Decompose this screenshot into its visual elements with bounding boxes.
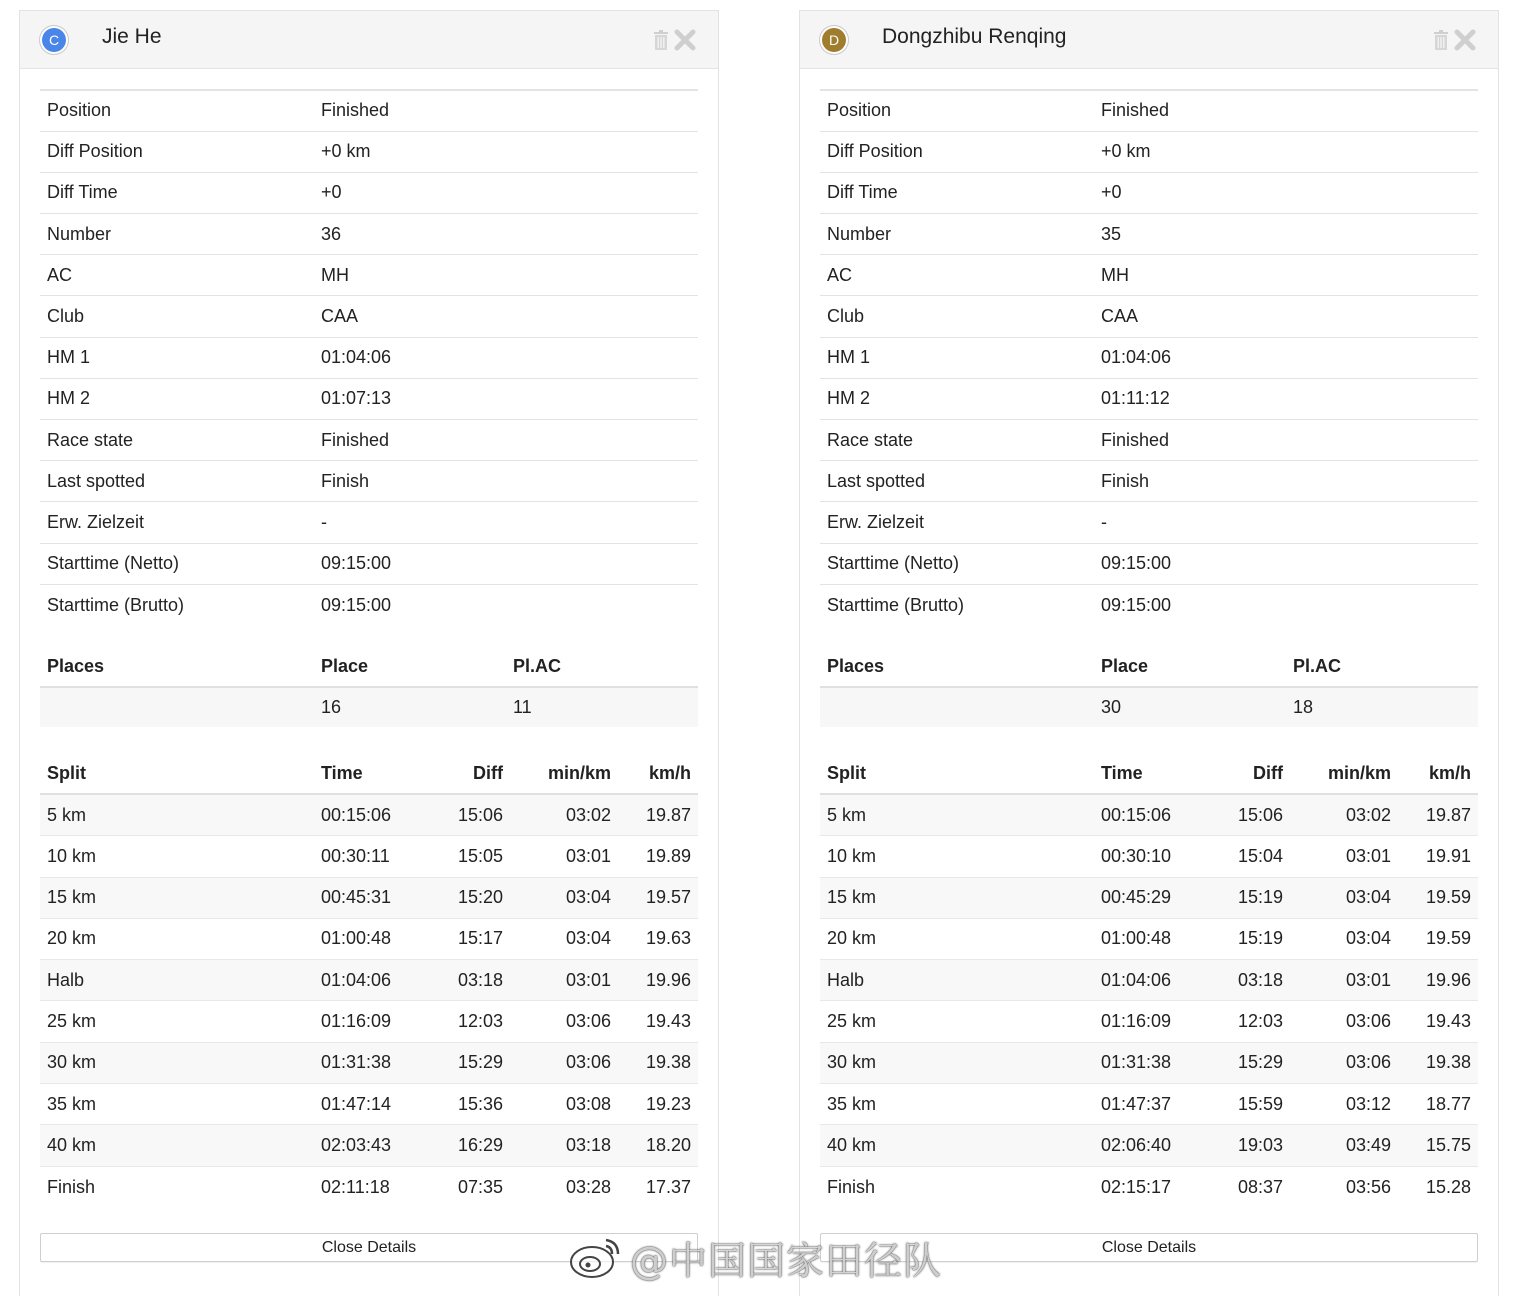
places-header: Place — [1094, 647, 1286, 687]
split-cell: 03:49 — [1290, 1125, 1398, 1166]
split-cell: 10 km — [40, 836, 314, 877]
runner-name: Dongzhibu Renqing — [882, 25, 1067, 48]
split-cell: 15:29 — [1201, 1042, 1290, 1083]
split-cell: 19.38 — [1398, 1042, 1478, 1083]
split-cell: 15:59 — [1201, 1084, 1290, 1125]
info-value: 09:15:00 — [314, 543, 698, 584]
info-row — [820, 214, 1478, 255]
info-label: Starttime (Brutto) — [827, 594, 965, 615]
header-actions — [1433, 29, 1476, 51]
splits-header: km/h — [1398, 754, 1478, 794]
split-row — [40, 918, 698, 959]
split-cell: 02:06:40 — [1094, 1125, 1201, 1166]
header-actions — [653, 29, 696, 51]
info-label: Diff Position — [820, 131, 1094, 172]
places-cell — [40, 687, 314, 727]
places-header: Place — [314, 647, 506, 687]
info-row — [820, 378, 1478, 419]
split-cell: 00:30:11 — [314, 836, 421, 877]
info-label: Race state — [820, 420, 1094, 461]
split-cell: 03:04 — [1290, 918, 1398, 959]
split-cell: 15:36 — [421, 1084, 510, 1125]
split-cell: 19.23 — [618, 1084, 698, 1125]
watermark-text: @中国国家田径队 — [630, 1238, 943, 1283]
info-label: Starttime (Netto) — [820, 543, 1094, 584]
split-cell: 03:02 — [510, 794, 618, 835]
split-cell: 08:37 — [1237, 1176, 1283, 1197]
info-value: +0 km — [314, 131, 698, 172]
splits-table — [40, 754, 698, 1207]
split-cell: 03:18 — [421, 960, 510, 1001]
info-table — [40, 89, 698, 625]
split-cell: 40 km — [40, 1125, 314, 1166]
split-cell: 19.91 — [1398, 836, 1478, 877]
info-label: Starttime (Netto) — [40, 543, 314, 584]
split-cell: 01:47:14 — [314, 1084, 421, 1125]
split-cell: 03:02 — [1290, 794, 1398, 835]
places-row — [820, 687, 1478, 727]
split-cell: 01:16:09 — [1094, 1001, 1201, 1042]
split-cell: 03:04 — [510, 877, 618, 918]
info-row — [40, 214, 698, 255]
split-cell: 15:06 — [421, 794, 510, 835]
avatar: C — [42, 28, 66, 52]
places-cell: 16 — [314, 687, 506, 727]
places-table — [820, 647, 1478, 727]
split-row — [40, 1125, 698, 1166]
info-label: Starttime (Brutto) — [47, 594, 185, 615]
split-cell: 15:20 — [421, 877, 510, 918]
split-cell: 40 km — [820, 1125, 1094, 1166]
info-row — [820, 296, 1478, 337]
split-cell: 00:30:10 — [1094, 836, 1201, 877]
split-row — [820, 1084, 1478, 1125]
info-label: HM 1 — [820, 337, 1094, 378]
split-cell: 03:01 — [1290, 836, 1398, 877]
split-row — [820, 1042, 1478, 1083]
split-row — [40, 1166, 698, 1207]
places-cell: 30 — [1094, 687, 1286, 727]
info-value: +0 — [314, 172, 698, 213]
split-cell: 01:00:48 — [314, 918, 421, 959]
info-value: Finish — [314, 461, 698, 502]
watermark — [568, 1232, 942, 1282]
places-header: Pl.AC — [1286, 647, 1478, 687]
splits-header: km/h — [618, 754, 698, 794]
split-cell: 15.28 — [1425, 1176, 1471, 1197]
split-cell: 19.57 — [618, 877, 698, 918]
split-cell: 01:31:38 — [1094, 1042, 1201, 1083]
info-value: MH — [1094, 255, 1478, 296]
info-label: Erw. Zielzeit — [820, 502, 1094, 543]
trash-icon[interactable] — [1433, 30, 1449, 50]
split-cell: 03:01 — [1290, 960, 1398, 1001]
info-row — [40, 502, 698, 543]
splits-header: Diff — [421, 754, 510, 794]
split-cell: 5 km — [820, 794, 1094, 835]
split-cell: 15.75 — [1398, 1125, 1478, 1166]
places-table — [40, 647, 698, 727]
split-cell: 03:06 — [510, 1042, 618, 1083]
split-cell: 15 km — [40, 877, 314, 918]
split-row — [40, 1042, 698, 1083]
split-cell: 20 km — [820, 918, 1094, 959]
info-table — [820, 89, 1478, 625]
split-cell: 12:03 — [421, 1001, 510, 1042]
split-row — [40, 836, 698, 877]
split-cell: 03:04 — [1290, 877, 1398, 918]
split-row — [820, 960, 1478, 1001]
info-label: HM 2 — [40, 378, 314, 419]
split-cell: 01:47:37 — [1094, 1084, 1201, 1125]
split-cell: 00:15:06 — [314, 794, 421, 835]
split-cell: 03:18 — [510, 1125, 618, 1166]
info-value: 01:07:13 — [314, 378, 698, 419]
avatar: D — [822, 28, 846, 52]
places-cell: 11 — [506, 687, 698, 727]
split-cell: 01:04:06 — [1094, 960, 1201, 1001]
split-cell: 00:45:29 — [1094, 877, 1201, 918]
runner-name: Jie He — [102, 25, 162, 48]
info-row — [40, 461, 698, 502]
info-value: - — [314, 502, 698, 543]
split-cell: 25 km — [820, 1001, 1094, 1042]
info-row — [40, 255, 698, 296]
split-cell: 15:19 — [1201, 918, 1290, 959]
info-label: Club — [820, 296, 1094, 337]
info-value: 09:15:00 — [1101, 594, 1172, 615]
split-cell: 19.43 — [1398, 1001, 1478, 1042]
split-cell: 30 km — [820, 1042, 1094, 1083]
info-row — [820, 255, 1478, 296]
info-label: Erw. Zielzeit — [40, 502, 314, 543]
splits-table — [820, 754, 1478, 1207]
info-value: 36 — [314, 214, 698, 255]
split-cell: 35 km — [820, 1084, 1094, 1125]
info-label: Last spotted — [820, 461, 1094, 502]
splits-header: Time — [314, 754, 421, 794]
split-cell: Halb — [820, 960, 1094, 1001]
split-cell: 01:04:06 — [314, 960, 421, 1001]
split-row — [820, 1166, 1478, 1207]
panel-body — [800, 69, 1498, 1262]
split-cell: 19.87 — [618, 794, 698, 835]
split-cell: 00:15:06 — [1094, 794, 1201, 835]
split-cell: 01:00:48 — [1094, 918, 1201, 959]
trash-icon[interactable] — [653, 30, 669, 50]
split-cell: 15:05 — [421, 836, 510, 877]
info-row — [40, 378, 698, 419]
split-row — [820, 877, 1478, 918]
split-cell: 5 km — [40, 794, 314, 835]
places-header: Places — [820, 647, 1094, 687]
info-value: CAA — [314, 296, 698, 337]
split-cell: 03:01 — [510, 960, 618, 1001]
split-cell: 03:08 — [510, 1084, 618, 1125]
close-x-icon[interactable] — [674, 29, 696, 51]
split-cell: 07:35 — [457, 1176, 503, 1197]
split-cell: 15:29 — [421, 1042, 510, 1083]
info-label: HM 1 — [40, 337, 314, 378]
splits-header: Time — [1094, 754, 1201, 794]
runner-details-panel — [19, 10, 719, 1296]
split-cell: 19.96 — [1398, 960, 1478, 1001]
split-cell: 03:06 — [510, 1001, 618, 1042]
split-cell: 10 km — [820, 836, 1094, 877]
info-value: Finished — [314, 420, 698, 461]
info-value: - — [1094, 502, 1478, 543]
split-cell: 03:04 — [510, 918, 618, 959]
split-cell: 19.87 — [1398, 794, 1478, 835]
split-cell: 02:11:18 — [321, 1176, 390, 1197]
runner-details-panel — [799, 10, 1499, 1296]
info-value: 01:04:06 — [314, 337, 698, 378]
split-cell: Halb — [40, 960, 314, 1001]
split-cell: 01:16:09 — [314, 1001, 421, 1042]
split-row — [820, 1125, 1478, 1166]
split-row — [40, 1001, 698, 1042]
info-value: Finished — [314, 90, 698, 131]
split-cell: 15:04 — [1201, 836, 1290, 877]
info-value: 09:15:00 — [1094, 543, 1478, 584]
split-row — [40, 877, 698, 918]
info-label: Number — [40, 214, 314, 255]
split-cell: 35 km — [40, 1084, 314, 1125]
info-row — [820, 131, 1478, 172]
splits-header: min/km — [510, 754, 618, 794]
split-cell: 03:18 — [1201, 960, 1290, 1001]
info-row — [820, 543, 1478, 584]
splits-header: Diff — [1201, 754, 1290, 794]
info-row — [820, 172, 1478, 213]
split-row — [40, 794, 698, 835]
split-cell: 03:01 — [510, 836, 618, 877]
info-row — [40, 172, 698, 213]
info-row — [40, 543, 698, 584]
split-cell: 17.37 — [645, 1176, 691, 1197]
info-label: Race state — [40, 420, 314, 461]
info-value: +0 — [1094, 172, 1478, 213]
split-cell: 12:03 — [1201, 1001, 1290, 1042]
panel-body — [20, 69, 718, 1262]
split-cell: 18.20 — [618, 1125, 698, 1166]
info-value: MH — [314, 255, 698, 296]
split-cell: 19.38 — [618, 1042, 698, 1083]
info-label: AC — [820, 255, 1094, 296]
info-row — [40, 90, 698, 131]
split-cell: 03:06 — [1290, 1001, 1398, 1042]
split-cell: 16:29 — [421, 1125, 510, 1166]
info-value: 35 — [1094, 214, 1478, 255]
split-cell: 19.63 — [618, 918, 698, 959]
split-cell: 19.43 — [618, 1001, 698, 1042]
info-label: HM 2 — [820, 378, 1094, 419]
splits-header: Split — [40, 754, 314, 794]
info-row — [40, 296, 698, 337]
info-row — [820, 420, 1478, 461]
info-label: Club — [40, 296, 314, 337]
split-cell: 03:56 — [1345, 1176, 1391, 1197]
splits-header: Split — [820, 754, 1094, 794]
split-cell: Finish — [827, 1176, 876, 1197]
split-cell: 19.59 — [1398, 918, 1478, 959]
split-cell: 19.59 — [1398, 877, 1478, 918]
splits-header: min/km — [1290, 754, 1398, 794]
info-row — [40, 584, 698, 625]
info-row — [820, 461, 1478, 502]
info-value: 01:11:12 — [1094, 378, 1478, 419]
info-row — [820, 502, 1478, 543]
split-cell: 02:15:17 — [1101, 1176, 1172, 1197]
split-cell: Finish — [47, 1176, 96, 1197]
split-cell: 15:17 — [421, 918, 510, 959]
places-header: Places — [40, 647, 314, 687]
info-row — [820, 337, 1478, 378]
split-cell: 15:06 — [1201, 794, 1290, 835]
panel-header — [800, 11, 1498, 69]
split-cell: 03:12 — [1290, 1084, 1398, 1125]
close-x-icon[interactable] — [1454, 29, 1476, 51]
places-cell — [820, 687, 1094, 727]
info-row — [820, 584, 1478, 625]
info-label: Position — [820, 90, 1094, 131]
info-value: Finish — [1094, 461, 1478, 502]
split-cell: 15 km — [820, 877, 1094, 918]
split-cell: 01:31:38 — [314, 1042, 421, 1083]
split-cell: 19:03 — [1201, 1125, 1290, 1166]
panel-header — [20, 11, 718, 69]
close-details-button[interactable]: Close Details — [40, 1233, 698, 1262]
split-row — [820, 794, 1478, 835]
split-cell: 20 km — [40, 918, 314, 959]
split-cell: 30 km — [40, 1042, 314, 1083]
info-label: Diff Time — [40, 172, 314, 213]
info-label: Position — [40, 90, 314, 131]
split-cell: 03:06 — [1290, 1042, 1398, 1083]
info-label: Number — [820, 214, 1094, 255]
split-row — [40, 1084, 698, 1125]
split-cell: 15:19 — [1201, 877, 1290, 918]
info-row — [40, 131, 698, 172]
info-value: Finished — [1094, 90, 1478, 131]
split-cell: 00:45:31 — [314, 877, 421, 918]
info-label: AC — [40, 255, 314, 296]
weibo-icon — [568, 1234, 624, 1280]
info-label: Diff Time — [820, 172, 1094, 213]
places-cell: 18 — [1286, 687, 1478, 727]
split-row — [820, 918, 1478, 959]
info-value: 01:04:06 — [1094, 337, 1478, 378]
split-row — [40, 960, 698, 1001]
split-cell: 25 km — [40, 1001, 314, 1042]
info-value: 09:15:00 — [321, 594, 392, 615]
split-row — [820, 1001, 1478, 1042]
info-value: Finished — [1094, 420, 1478, 461]
split-cell: 19.96 — [618, 960, 698, 1001]
info-row — [40, 420, 698, 461]
split-cell: 18.77 — [1398, 1084, 1478, 1125]
info-label: Last spotted — [40, 461, 314, 502]
places-header: Pl.AC — [506, 647, 698, 687]
info-value: CAA — [1094, 296, 1478, 337]
info-value: +0 km — [1094, 131, 1478, 172]
split-row — [820, 836, 1478, 877]
places-row — [40, 687, 698, 727]
info-row — [820, 90, 1478, 131]
info-label: Diff Position — [40, 131, 314, 172]
split-cell: 19.89 — [618, 836, 698, 877]
info-row — [40, 337, 698, 378]
split-cell: 02:03:43 — [314, 1125, 421, 1166]
close-details-button[interactable]: Close Details — [820, 1233, 1478, 1262]
split-cell: 03:28 — [565, 1176, 611, 1197]
